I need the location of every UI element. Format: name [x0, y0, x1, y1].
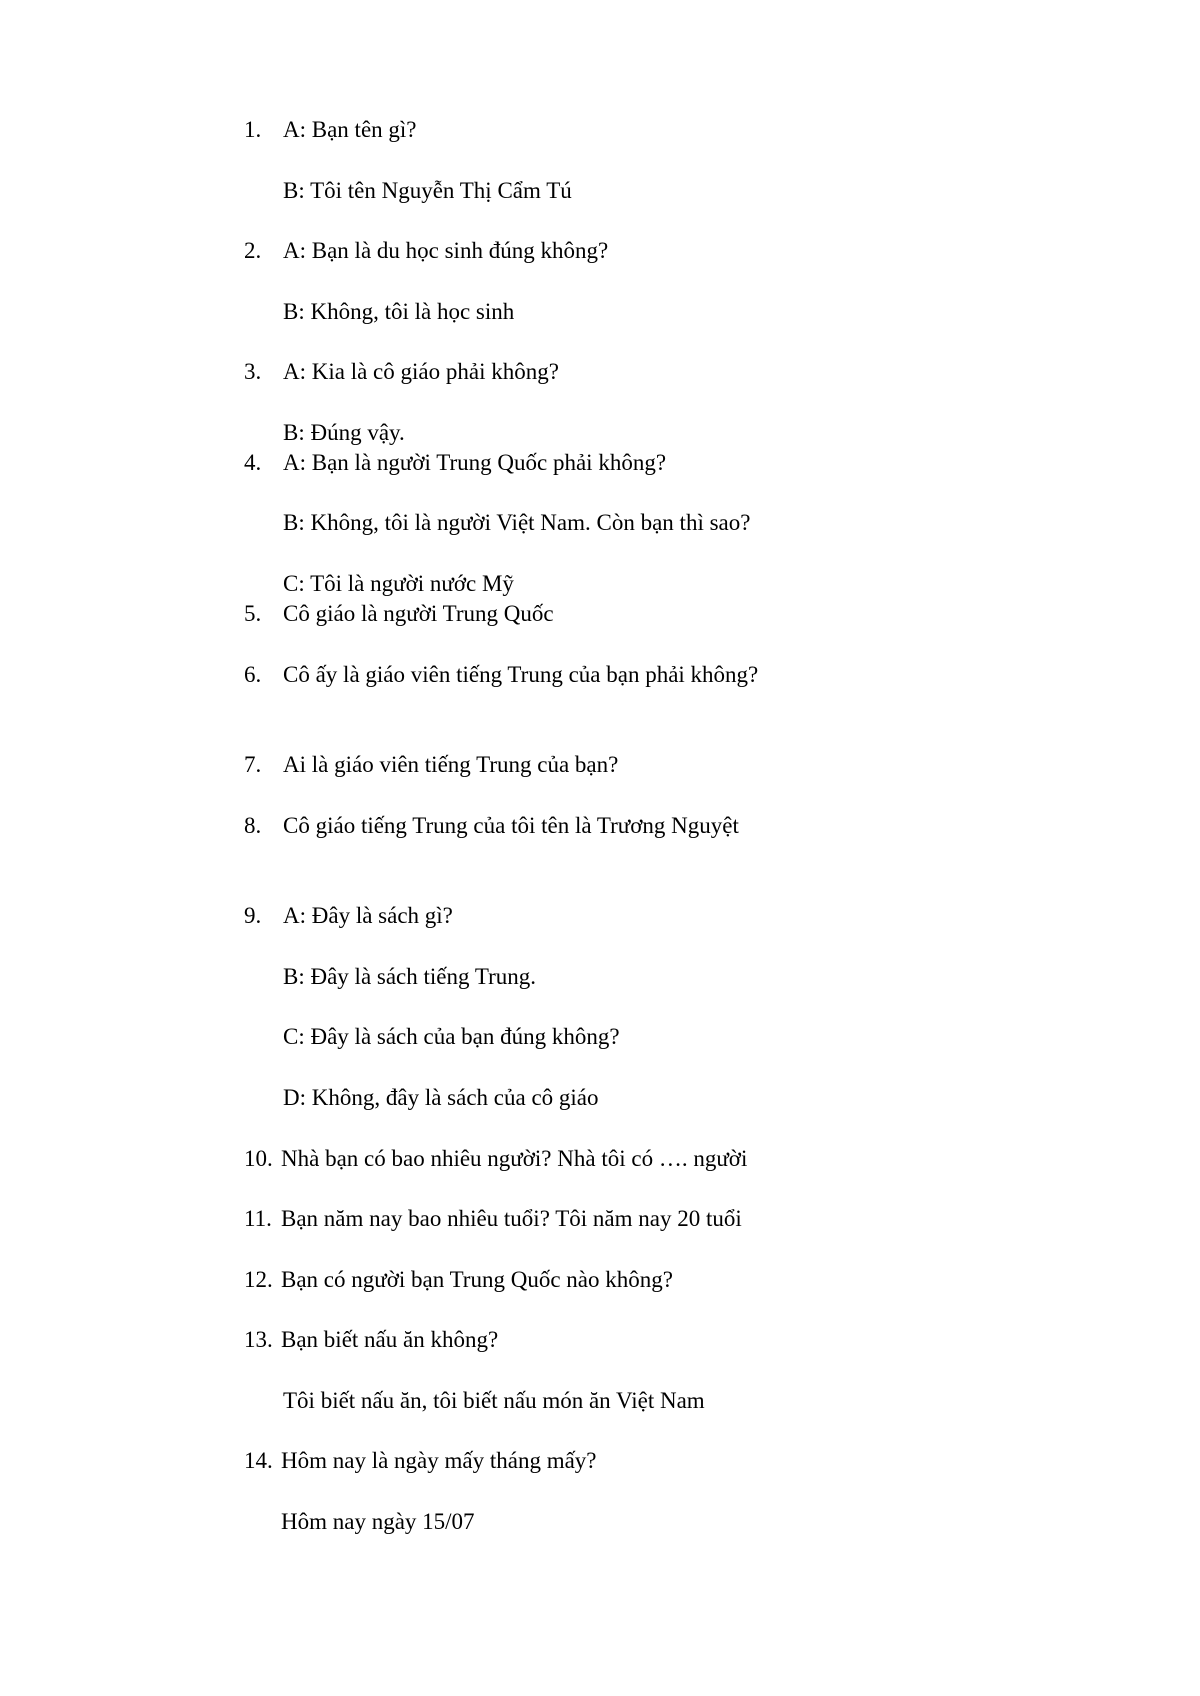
- item-line: Tôi biết nấu ăn, tôi biết nấu món ăn Việt Nam: [283, 1388, 705, 1413]
- item-number: 11.: [244, 1206, 272, 1231]
- item-line: Cô giáo là người Trung Quốc: [283, 601, 554, 626]
- item-number: 5.: [244, 601, 262, 626]
- item-line: Cô giáo tiếng Trung của tôi tên là Trương Nguyệt: [283, 813, 739, 838]
- item-number: 6.: [244, 662, 262, 687]
- item-number: 7.: [244, 752, 262, 777]
- item-number: 8.: [244, 813, 262, 838]
- item-line: A: Bạn là người Trung Quốc phải không?: [283, 450, 667, 475]
- item-number: 12.: [244, 1267, 273, 1292]
- item-number: 14.: [244, 1448, 273, 1473]
- item-line: Hôm nay là ngày mấy tháng mấy?: [281, 1448, 597, 1473]
- item-number: 13.: [244, 1327, 273, 1352]
- item-line: A: Đây là sách gì?: [283, 903, 453, 928]
- item-number: 10.: [244, 1146, 273, 1171]
- item-line: Bạn biết nấu ăn không?: [281, 1327, 499, 1352]
- item-line: B: Đúng vậy.: [283, 420, 405, 445]
- item-line: D: Không, đây là sách của cô giáo: [283, 1085, 599, 1110]
- item-line: Hôm nay ngày 15/07: [281, 1509, 475, 1534]
- item-line: Nhà bạn có bao nhiêu người? Nhà tôi có …. người: [281, 1146, 748, 1171]
- item-line: Cô ấy là giáo viên tiếng Trung của bạn phải không?: [283, 662, 759, 687]
- item-line: Bạn có người bạn Trung Quốc nào không?: [281, 1267, 673, 1292]
- item-line: A: Kia là cô giáo phải không?: [283, 359, 559, 384]
- item-line: Bạn năm nay bao nhiêu tuổi? Tôi năm nay 20 tuổi: [281, 1206, 742, 1231]
- item-line: A: Bạn là du học sinh đúng không?: [283, 238, 609, 263]
- item-number: 9.: [244, 903, 262, 928]
- item-number: 4.: [244, 450, 262, 475]
- item-line: B: Không, tôi là học sinh: [283, 299, 515, 324]
- item-line: C: Đây là sách của bạn đúng không?: [283, 1024, 620, 1049]
- item-line: C: Tôi là người nước Mỹ: [283, 571, 514, 596]
- item-number: 2.: [244, 238, 262, 263]
- item-number: 1.: [244, 117, 262, 142]
- item-line: B: Không, tôi là người Việt Nam. Còn bạn thì sao?: [283, 510, 751, 535]
- item-line: B: Đây là sách tiếng Trung.: [283, 964, 536, 989]
- item-line: A: Bạn tên gì?: [283, 117, 417, 142]
- item-line: B: Tôi tên Nguyễn Thị Cẩm Tú: [283, 178, 572, 203]
- item-line: Ai là giáo viên tiếng Trung của bạn?: [283, 752, 619, 777]
- item-number: 3.: [244, 359, 262, 384]
